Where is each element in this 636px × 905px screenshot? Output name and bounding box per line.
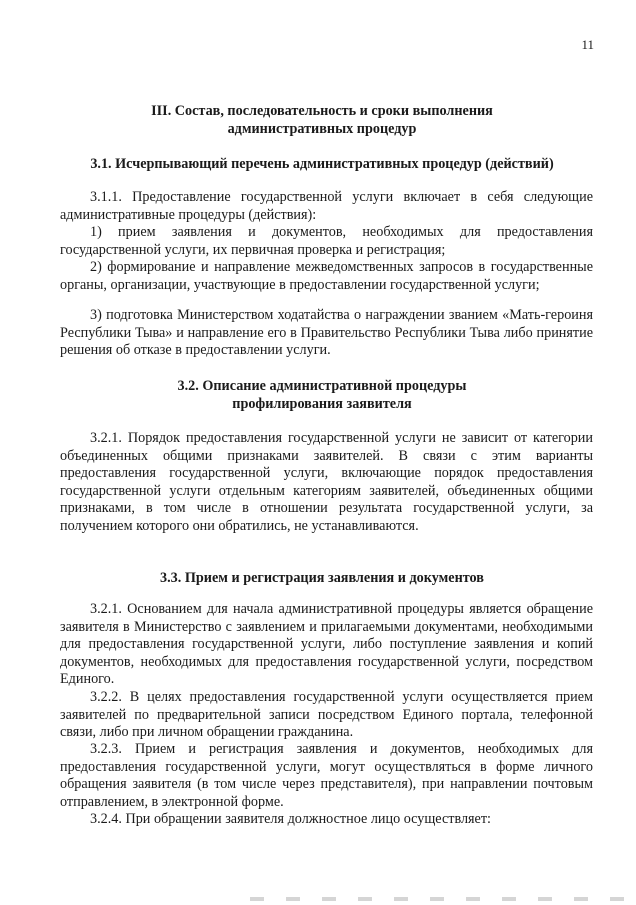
paragraph-3-2-1: 3.2.1. Порядок предоставления государственной услуги не зависит от категории объединенных общими признаками заявителей. В связи с этим варианты предоставления государственной услуги, включающие порядок предоставления государственной услуги отдельным категориям заявителей, объединенных общими признаками, в том числе в отношении результата государственной услуги, за получением которого они обратились, не устанавливаются. <box>60 430 593 534</box>
section-title <box>60 102 584 138</box>
paragraph-3-1-1: 3.1.1. Предоставление государственной услуги включает в себя следующие административные процедуры (действия): <box>60 189 593 223</box>
paragraph-3-3-2: 3.2.2. В целях предоставления государственной услуги осуществляется прием заявителей по предварительной записи посредством Единого портала, телефонной связи, либо при личном обращении гражданина. <box>60 689 593 741</box>
paragraph-3-3-1: 3.2.1. Основанием для начала административной процедуры является обращение заявителя в Министерство с заявлением и прилагаемыми документами, необходимыми для предоставления государственной услуги, либо поступление заявления и копий документов, необходимых для предоставления государственной услуги, посредством Единого. <box>60 601 593 688</box>
scan-artifact-dashes <box>250 897 626 901</box>
section-title-line-1: III. Состав, последовательность и сроки выполнения <box>151 103 493 119</box>
paragraph-3-1-1-item-1: 1) прием заявления и документов, необходимых для предоставления государственной услуги, их первичная проверка и регистрация; <box>60 224 593 258</box>
page-number: 11 <box>581 37 594 52</box>
paragraph-3-3-3: 3.2.3. Прием и регистрация заявления и документов, необходимых для предоставления государственной услуги, могут осуществляться в форме личного обращения заявителя (в том числе через представителя), при направлении почтовым отправлением, в электронной форме. <box>60 741 593 810</box>
section-title-line-2: административных процедур <box>227 121 417 137</box>
paragraph-3-3-4: 3.2.4. При обращении заявителя должностное лицо осуществляет: <box>90 811 491 827</box>
subsection-3-3-heading: 3.3. Прием и регистрация заявления и документов <box>160 570 484 586</box>
subsection-3-1-heading: 3.1. Исчерпывающий перечень административных процедур (действий) <box>90 156 554 172</box>
paragraph-3-1-1-item-2: 2) формирование и направление межведомственных запросов в государственные органы, организации, участвующие в предоставлении государственной услуги; <box>60 259 593 293</box>
paragraph-3-1-1-item-3: 3) подготовка Министерством ходатайства о награждении званием «Мать-героиня Республики Тыва» и направление его в Правительство Республики Тыва либо принятие решения об отказе в предоставлении услуги. <box>60 307 593 359</box>
subsection-3-2-heading-line-1: 3.2. Описание административной процедуры <box>177 378 467 394</box>
subsection-3-2-heading-line-2: профилирования заявителя <box>232 396 412 412</box>
subsection-3-2-heading <box>60 377 584 413</box>
